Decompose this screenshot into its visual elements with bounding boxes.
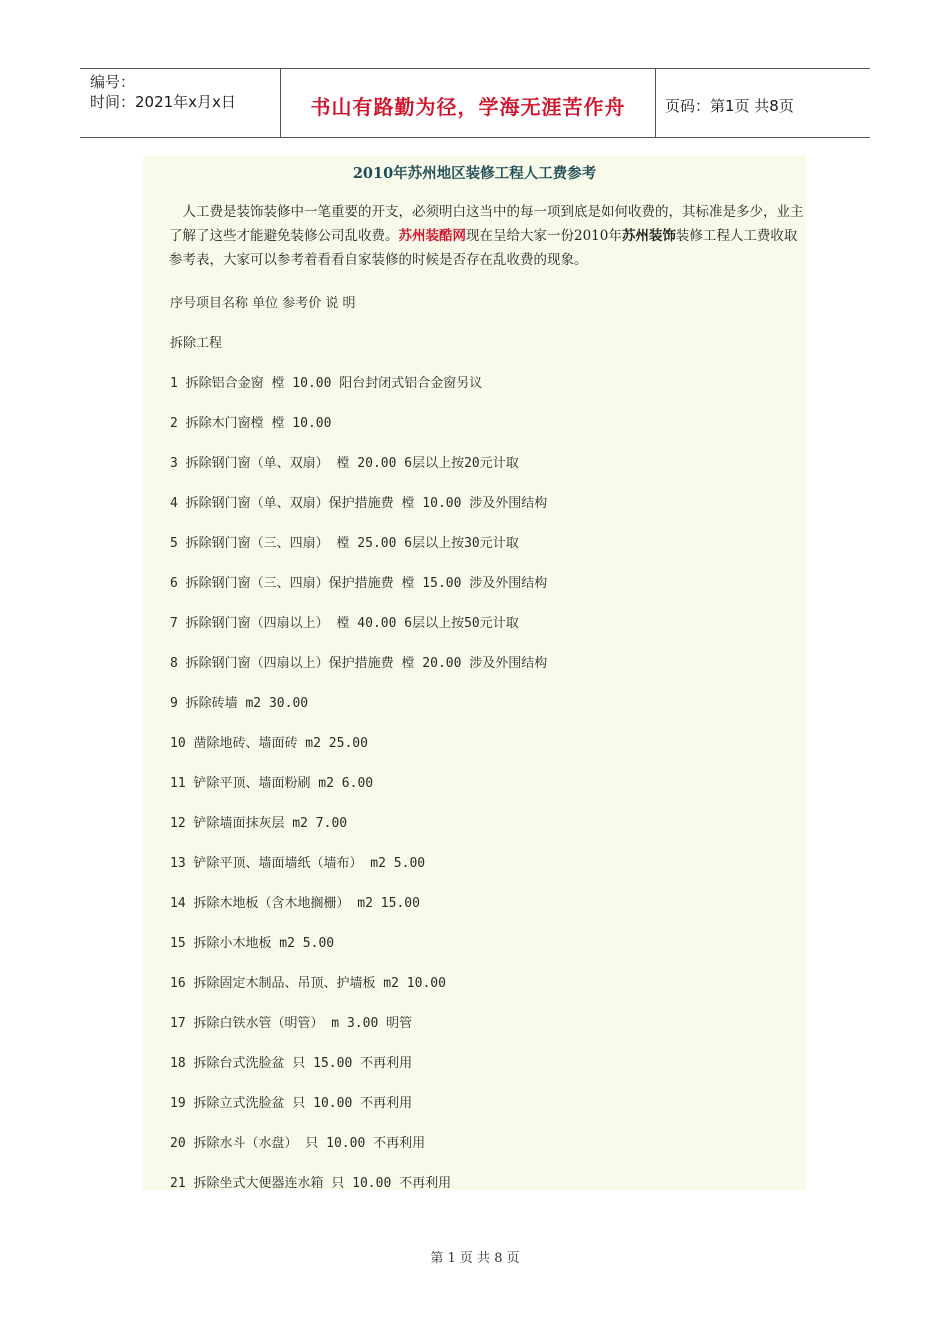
page-footer: 第 1 页 共 8 页 xyxy=(430,1251,520,1266)
page-info: 页码：第1页 共8页 xyxy=(665,97,794,115)
table-row: 5 拆除钢门窗（三、四扇） 樘 25.00 6层以上按30元计取 xyxy=(170,536,519,551)
intro-bold-keyword[interactable]: 苏州装饰 xyxy=(621,228,676,244)
table-row: 20 拆除水斗（水盘） 只 10.00 不再利用 xyxy=(170,1136,426,1151)
brand-link[interactable]: 苏州装酷网 xyxy=(398,228,466,244)
article-content xyxy=(143,156,806,1190)
intro-text-1: 人工费是装饰装修中一笔重要的开支，必须明白这当中的每一项到底是如何收费的，其标准是多少，业主了解了这些才能避免装修公司乱收费。 xyxy=(169,204,804,244)
table-row: 12 铲除墙面抹灰层 m2 7.00 xyxy=(170,816,348,831)
table-row: 6 拆除钢门窗（三、四扇）保护措施费 樘 15.00 涉及外围结构 xyxy=(170,576,548,591)
table-row: 3 拆除钢门窗（单、双扇） 樘 20.00 6层以上按20元计取 xyxy=(170,456,519,471)
number-label: 编号： xyxy=(90,73,136,91)
time-label: 时间：2021年x月x日 xyxy=(90,93,236,111)
intro-paragraph xyxy=(169,200,806,272)
table-row: 10 凿除地砖、墙面砖 m2 25.00 xyxy=(170,736,368,751)
intro-text-2: 现在呈给大家一份2010年 xyxy=(466,228,622,244)
header-right-cell xyxy=(655,69,870,137)
table-row: 2 拆除木门窗樘 樘 10.00 xyxy=(170,416,332,431)
intro-text-3: 装修工程人工费收取参考表，大家可以参考着看看自家装修的时候是否存在乱收费的现象。 xyxy=(169,228,798,268)
section-title: 拆除工程 xyxy=(170,336,223,351)
table-row: 7 拆除钢门窗（四扇以上） 樘 40.00 6层以上按50元计取 xyxy=(170,616,519,631)
table-row: 16 拆除固定木制品、吊顶、护墙板 m2 10.00 xyxy=(170,976,446,991)
table-row: 13 铲除平顶、墙面墙纸（墙布） m2 5.00 xyxy=(170,856,426,871)
table-row: 15 拆除小木地板 m2 5.00 xyxy=(170,936,335,951)
table-header: 序号项目名称 单位 参考价 说 明 xyxy=(170,296,356,311)
table-row: 4 拆除钢门窗（单、双扇）保护措施费 樘 10.00 涉及外围结构 xyxy=(170,496,548,511)
table-row: 21 拆除坐式大便器连水箱 只 10.00 不再利用 xyxy=(170,1176,452,1191)
table-row: 8 拆除钢门窗（四扇以上）保护措施费 樘 20.00 涉及外围结构 xyxy=(170,656,548,671)
article-title: 2010年苏州地区装修工程人工费参考 xyxy=(352,165,597,182)
motto: 书山有路勤为径，学海无涯苦作舟 xyxy=(310,95,626,119)
table-row: 11 铲除平顶、墙面粉刷 m2 6.00 xyxy=(170,776,374,791)
header-motto-cell xyxy=(280,69,656,137)
table-row: 14 拆除木地板（含木地搁栅） m2 15.00 xyxy=(170,896,420,911)
page-header xyxy=(80,68,870,138)
table-row: 9 拆除砖墙 m2 30.00 xyxy=(170,696,309,711)
table-row: 18 拆除台式洗脸盆 只 15.00 不再利用 xyxy=(170,1056,413,1071)
header-left-cell xyxy=(80,69,280,137)
table-row: 17 拆除白铁水管（明管） m 3.00 明管 xyxy=(170,1016,413,1031)
table-row: 1 拆除铝合金窗 樘 10.00 阳台封闭式铝合金窗另议 xyxy=(170,376,483,391)
table-row: 19 拆除立式洗脸盆 只 10.00 不再利用 xyxy=(170,1096,413,1111)
